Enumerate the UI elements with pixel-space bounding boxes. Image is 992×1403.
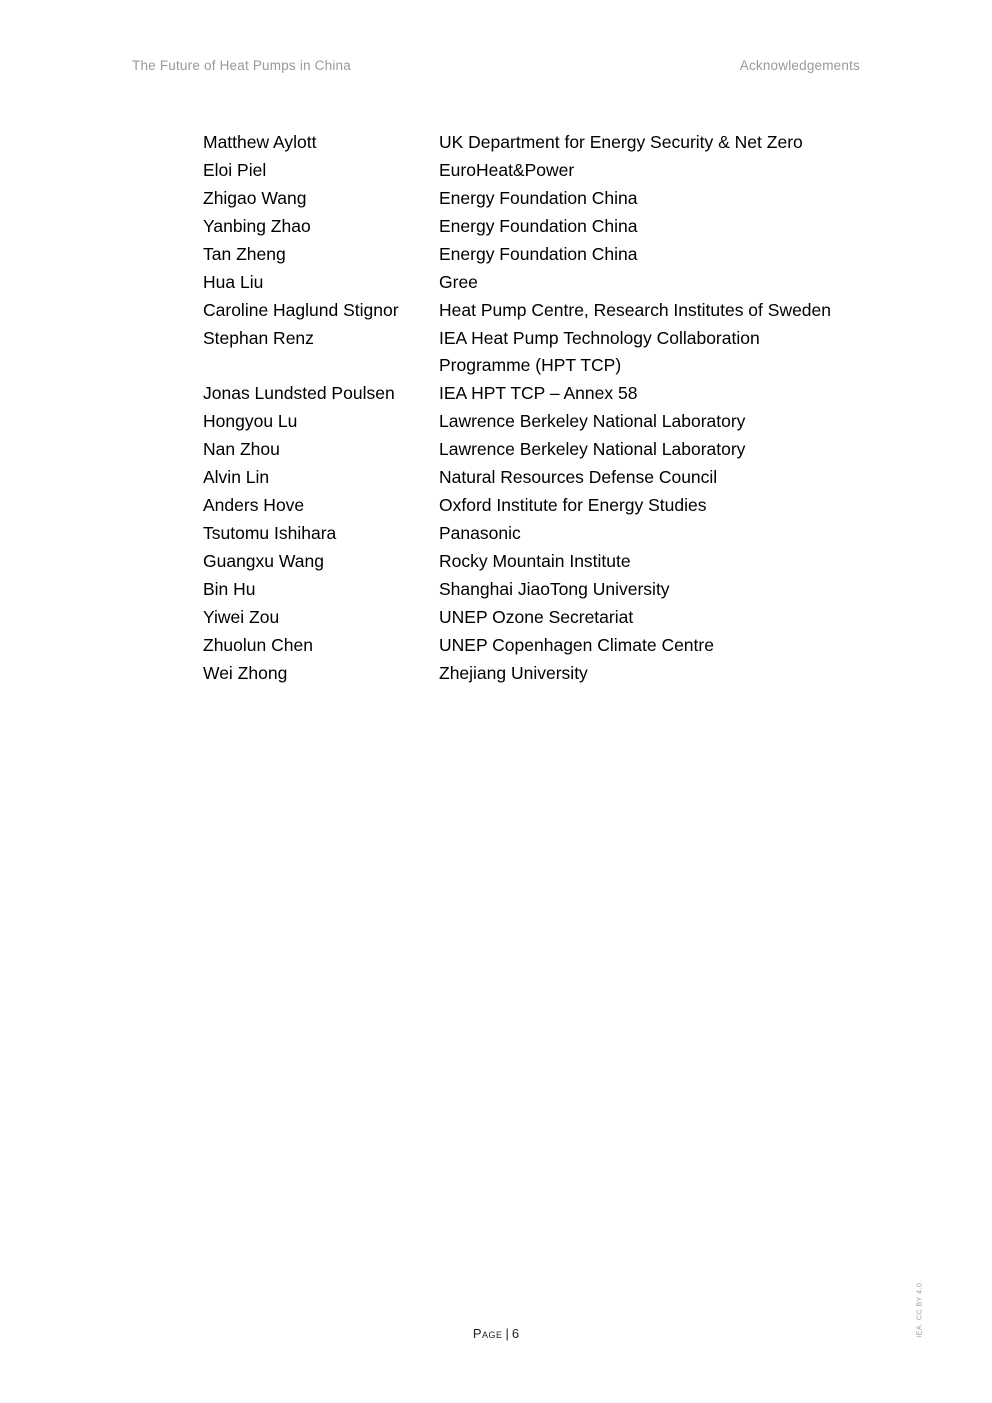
contributor-organisation: Energy Foundation China bbox=[439, 188, 638, 208]
table-row bbox=[203, 380, 831, 408]
contributor-organisation: IEA HPT TCP – Annex 58 bbox=[439, 383, 638, 403]
contributor-organisation: Rocky Mountain Institute bbox=[439, 551, 631, 571]
contributor-organisation: UK Department for Energy Security & Net Zero bbox=[439, 132, 803, 152]
contributor-organisation: Panasonic bbox=[439, 523, 521, 543]
contributor-name: Yiwei Zou bbox=[203, 607, 280, 627]
contributor-name: Bin Hu bbox=[203, 579, 256, 599]
table-row bbox=[203, 297, 831, 325]
table-row bbox=[203, 129, 831, 157]
table-row bbox=[203, 325, 831, 380]
contributor-organisation: Zhejiang University bbox=[439, 663, 588, 683]
contributor-organisation: Heat Pump Centre, Research Institutes of Sweden bbox=[439, 300, 832, 320]
table-row bbox=[203, 408, 831, 436]
contributor-organisation: Natural Resources Defense Council bbox=[439, 467, 718, 487]
contributor-name: Matthew Aylott bbox=[203, 132, 317, 152]
running-header-section: Acknowledgements bbox=[739, 58, 860, 73]
contributor-name: Alvin Lin bbox=[203, 467, 270, 487]
contributor-name: Eloi Piel bbox=[203, 160, 267, 180]
contributor-organisation: IEA Heat Pump Technology Collaboration Programme (HPT TCP) bbox=[439, 328, 760, 375]
contributor-organisation: Lawrence Berkeley National Laboratory bbox=[439, 439, 746, 459]
contributor-name: Nan Zhou bbox=[203, 439, 280, 459]
table-row bbox=[203, 269, 831, 297]
contributor-name: Jonas Lundsted Poulsen bbox=[203, 383, 395, 403]
contributor-name: Hongyou Lu bbox=[203, 411, 298, 431]
contributor-organisation: EuroHeat&Power bbox=[439, 160, 575, 180]
contributor-name: Tsutomu Ishihara bbox=[203, 523, 337, 543]
contributor-name: Stephan Renz bbox=[203, 328, 314, 348]
contributor-organisation: Shanghai JiaoTong University bbox=[439, 579, 670, 599]
page-label: Page bbox=[472, 1326, 503, 1341]
table-row bbox=[203, 241, 831, 269]
license-notice: IEA. CC BY 4.0. bbox=[916, 1280, 924, 1338]
contributor-organisation: UNEP Ozone Secretariat bbox=[439, 607, 634, 627]
contributor-organisation: UNEP Copenhagen Climate Centre bbox=[439, 635, 714, 655]
page-number-value: 6 bbox=[511, 1326, 520, 1341]
contributor-name: Anders Hove bbox=[203, 495, 305, 515]
page-separator: | bbox=[505, 1326, 509, 1341]
table-row bbox=[203, 632, 831, 660]
contributor-name: Zhigao Wang bbox=[203, 188, 307, 208]
table-row bbox=[203, 213, 831, 241]
contributor-name: Zhuolun Chen bbox=[203, 635, 313, 655]
contributor-organisation: Energy Foundation China bbox=[439, 216, 638, 236]
table-row bbox=[203, 660, 831, 688]
contributor-name: Caroline Haglund Stignor bbox=[203, 300, 399, 320]
running-header-title: The Future of Heat Pumps in China bbox=[132, 58, 351, 73]
contributor-name: Guangxu Wang bbox=[203, 551, 324, 571]
contributor-name: Wei Zhong bbox=[203, 663, 288, 683]
table-row bbox=[203, 185, 831, 213]
table-row bbox=[203, 520, 831, 548]
table-row bbox=[203, 576, 831, 604]
contributor-organisation: Oxford Institute for Energy Studies bbox=[439, 495, 707, 515]
table-row bbox=[203, 548, 831, 576]
acknowledgements-table bbox=[203, 129, 831, 688]
table-row bbox=[203, 436, 831, 464]
contributor-name: Tan Zheng bbox=[203, 244, 286, 264]
table-row bbox=[203, 464, 831, 492]
table-row bbox=[203, 157, 831, 185]
contributor-organisation: Energy Foundation China bbox=[439, 244, 638, 264]
table-row bbox=[203, 492, 831, 520]
page-number bbox=[0, 1326, 992, 1341]
contributor-name: Hua Liu bbox=[203, 272, 264, 292]
contributor-name: Yanbing Zhao bbox=[203, 216, 311, 236]
table-row bbox=[203, 604, 831, 632]
contributor-organisation: Lawrence Berkeley National Laboratory bbox=[439, 411, 746, 431]
contributor-organisation: Gree bbox=[439, 272, 478, 292]
